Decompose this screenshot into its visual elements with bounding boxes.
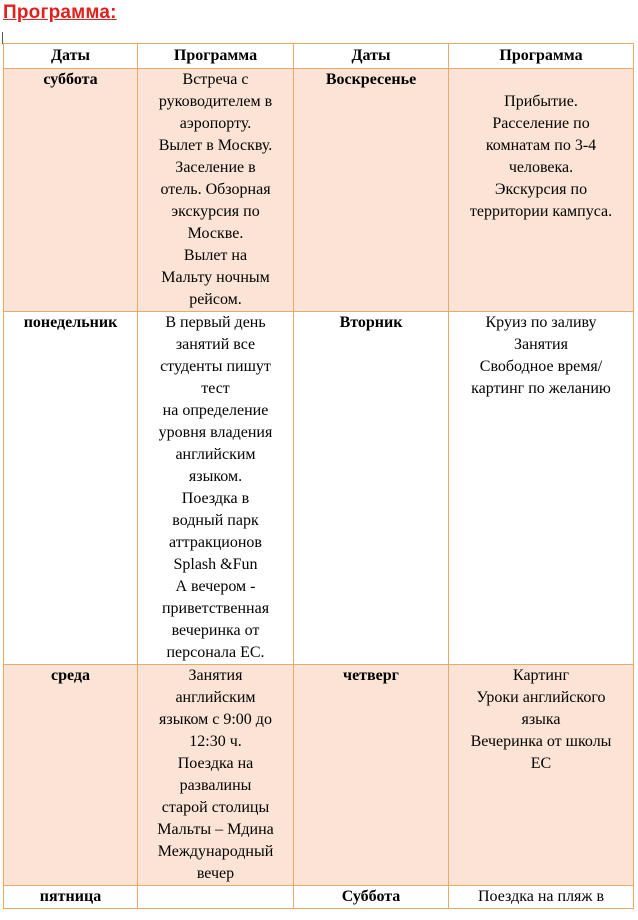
program-line: тест bbox=[201, 380, 230, 397]
page-title: Программа: bbox=[3, 2, 117, 23]
program-line: Поездка в bbox=[181, 490, 250, 507]
program-cell bbox=[449, 665, 634, 886]
program-line: Встреча с bbox=[182, 71, 249, 88]
program-line: 12:30 ч. bbox=[189, 733, 242, 750]
program-line: английским bbox=[175, 446, 256, 463]
program-line: картинг по желанию bbox=[471, 380, 611, 397]
program-line: Картинг bbox=[512, 667, 570, 684]
day-cell: Суббота bbox=[294, 886, 449, 909]
day-cell: Вторник bbox=[294, 312, 449, 665]
program-line: старой столицы bbox=[161, 799, 270, 816]
program-line: руководителем в bbox=[158, 93, 273, 110]
program-line: Splash &Fun bbox=[173, 556, 258, 573]
program-line: Мальты – Мдина bbox=[157, 821, 274, 838]
program-line: занятий все bbox=[175, 336, 256, 353]
program-line: EC bbox=[530, 755, 552, 772]
program-line: комнатам по 3-4 bbox=[485, 137, 597, 154]
program-line: английским bbox=[175, 689, 256, 706]
program-cell bbox=[449, 886, 634, 909]
program-line: рейсом. bbox=[189, 291, 242, 308]
program-line: Поездка на bbox=[177, 755, 254, 772]
program-line: приветственная bbox=[161, 600, 270, 617]
program-line: Уроки английского bbox=[476, 689, 606, 706]
program-line: Экскурсия по bbox=[494, 181, 588, 198]
table-row bbox=[4, 665, 634, 886]
program-line: Заселение в bbox=[175, 159, 256, 176]
day-cell: пятница bbox=[4, 886, 138, 909]
program-line: А вечером - bbox=[175, 578, 256, 595]
program-line: языком с 9:00 до bbox=[159, 711, 272, 728]
program-cell bbox=[138, 665, 294, 886]
program-line: территории кампуса. bbox=[469, 203, 613, 220]
program-line: Вылет в Москву. bbox=[158, 137, 273, 154]
program-line: человека. bbox=[508, 159, 574, 176]
program-line: персонала EC. bbox=[166, 644, 265, 661]
day-cell: суббота bbox=[4, 69, 138, 312]
program-line: языка bbox=[521, 711, 561, 728]
program-line: вечер bbox=[196, 865, 235, 882]
program-line: Москве. bbox=[187, 225, 244, 242]
program-line: Поездка на пляж в bbox=[477, 888, 605, 905]
header-dates-1: Даты bbox=[4, 44, 138, 69]
header-dates-2: Даты bbox=[294, 44, 449, 69]
table-row bbox=[4, 312, 634, 665]
header-program-2: Программа bbox=[449, 44, 634, 69]
program-cell bbox=[449, 69, 634, 312]
program-line: на определение bbox=[162, 402, 269, 419]
program-line: Круиз по заливу bbox=[485, 314, 597, 331]
program-line: Прибытие. bbox=[504, 93, 578, 110]
table-row bbox=[4, 69, 634, 312]
program-line: Мальту ночным bbox=[161, 269, 270, 286]
day-cell: среда bbox=[4, 665, 138, 886]
program-cell bbox=[449, 312, 634, 665]
table-row bbox=[4, 886, 634, 909]
program-line: языком. bbox=[188, 468, 243, 485]
program-line: экскурсия по bbox=[171, 203, 260, 220]
program-line: отель. Обзорная bbox=[160, 181, 271, 198]
program-cell bbox=[138, 69, 294, 312]
program-line: В первый день bbox=[165, 314, 266, 331]
program-cell bbox=[138, 312, 294, 665]
program-line: Вылет на bbox=[183, 247, 248, 264]
program-line: аэропорту. bbox=[179, 115, 252, 132]
program-table bbox=[3, 43, 634, 909]
program-line: Расселение по bbox=[492, 115, 590, 132]
program-line: Свободное время/ bbox=[479, 358, 603, 375]
day-cell: понедельник bbox=[4, 312, 138, 665]
day-cell: четверг bbox=[294, 665, 449, 886]
program-line: водный парк bbox=[172, 512, 259, 529]
program-line: Вечеринка от школы bbox=[470, 733, 612, 750]
program-cell bbox=[138, 886, 294, 909]
program-line: аттракционов bbox=[169, 534, 262, 551]
program-line: студенты пишут bbox=[160, 358, 271, 375]
table-header-row bbox=[4, 44, 634, 69]
program-line: Занятия bbox=[514, 336, 568, 353]
header-program-1: Программа bbox=[138, 44, 294, 69]
day-cell: Воскресенье bbox=[294, 69, 449, 312]
program-line: Международный bbox=[157, 843, 274, 860]
program-line: Занятия bbox=[188, 667, 243, 684]
program-line: вечеринка от bbox=[171, 622, 260, 639]
program-line: развалины bbox=[179, 777, 252, 794]
program-line: уровня владения bbox=[158, 424, 273, 441]
